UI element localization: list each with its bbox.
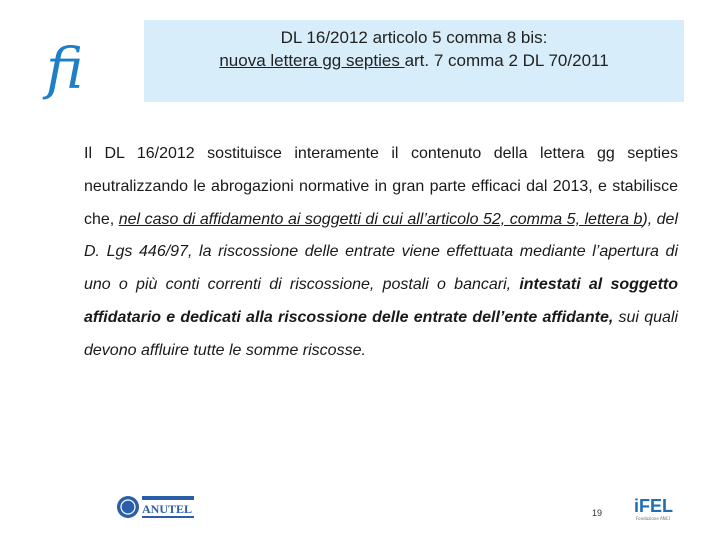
ifel-subtitle: Fondazione ANCI: [636, 516, 670, 521]
anutel-logo: [116, 492, 196, 522]
body-sentence-3: ), del D. Lgs 446/97, la riscossione delle entrate viene effettuata mediante l’apertura di uno o più conti correnti di riscossione, postali o bancari,: [84, 210, 678, 294]
fi-logo-text: fi: [46, 37, 84, 102]
anutel-logo-text: ANUTEL: [142, 502, 193, 516]
title-line-2-rest: art. 7 comma 2 DL 70/2011: [404, 51, 609, 70]
fi-logo: [42, 30, 98, 102]
body-sentence-1: Il DL 16/2012 sostituisce interamente il contenuto della lettera gg septies neutralizzando le abrogazioni normative in gran parte efficaci dal 2013, e stabilisce che,: [84, 145, 678, 228]
page-number: 19: [592, 508, 603, 518]
body-emphasis: intestati al soggetto affidatario e dedicati alla riscossione delle entrate dell’ente affidante,: [84, 276, 679, 326]
title-line-2: [144, 49, 684, 72]
title-line-2-underlined: nuova lettera gg septies: [219, 51, 405, 70]
slide-title-box: [144, 20, 684, 102]
body-paragraph: [84, 138, 678, 368]
body-sentence-5: sui quali devono affluire tutte le somme riscosse.: [84, 308, 679, 359]
ifel-logo-text: iFEL: [634, 496, 673, 516]
title-line-1: DL 16/2012 articolo 5 comma 8 bis:: [280, 28, 548, 47]
body-link-reference: nel caso di affidamento ai soggetti di cui all’articolo 52, comma 5, lettera b: [118, 210, 643, 228]
